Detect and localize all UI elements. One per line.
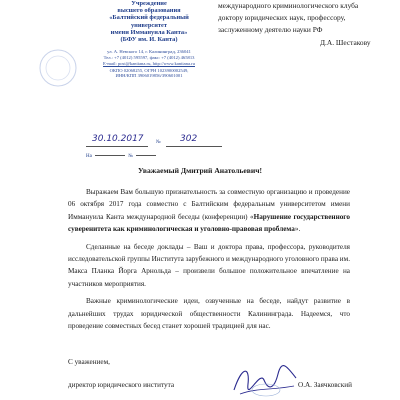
letterhead-line: университет	[130, 21, 168, 29]
letterhead-email[interactable]: E-mail: post@kantiana.ru, http://www.kantiana.ru	[103, 61, 195, 67]
salutation: Уважаемый Дмитрий Анатольевич!	[137, 166, 263, 175]
addressee-line: доктору юридических наук, профессору,	[218, 13, 346, 23]
seal-icon	[38, 48, 78, 88]
letterhead-phones: Тел.: +7 (4012) 595597, факс: +7 (4012) 465813	[103, 54, 195, 60]
outgoing-date: 30.10.2017	[92, 134, 144, 144]
signature-icon	[230, 360, 300, 400]
number-prefix: №	[156, 140, 161, 145]
letterhead-line: имени Иммануила Канта»	[110, 28, 188, 36]
signer-name: О.А. Заячковский	[298, 381, 352, 389]
letterhead-line: (БФУ им. И. Канта)	[120, 36, 178, 44]
letterhead	[74, 0, 224, 79]
addressee-line: заслуженному деятелю науки РФ	[218, 25, 323, 35]
outgoing-date-number	[86, 134, 224, 150]
reference-label: На	[86, 154, 92, 159]
letterhead-line: Учреждение	[131, 0, 167, 7]
body-paragraph-3: Важные криминологические идеи, озвученные на беседе, найдут развитие в дальнейших трудах юридической общественности Калининграда. Надеемся, что проведение совместных бесед станет хорошей традицией для нас.	[68, 297, 350, 331]
date-rule	[86, 146, 148, 147]
reference-rule	[95, 155, 125, 156]
addressee-line: международного криминологического клуба	[218, 1, 359, 10]
reference-number-rule	[136, 155, 156, 156]
addressee-name: Д.А. Шестакову	[320, 37, 371, 47]
outgoing-number: 302	[180, 134, 198, 144]
signer-title: директор юридического института	[68, 381, 175, 389]
reference-number-prefix: №	[128, 154, 134, 159]
closing: С уважением,	[68, 358, 110, 366]
letter-body	[68, 186, 350, 337]
letterhead-line: высшего образования	[117, 7, 181, 15]
reference-line	[86, 154, 158, 159]
letterhead-okpo: ОКПО 02068255, ОГРН 1023900002549,	[109, 67, 189, 73]
body-paragraph-2: Сделанные на беседе доклады – Ваш и доктора права, профессора, руководителя исследовательской группы Института зарубежного и международного уголовного права им. Макса Планка Йорга Арнольда – произвели большое положительное впечатление на участников мероприятия.	[68, 242, 351, 288]
body-paragraph-1	[68, 186, 350, 236]
letterhead-address: ул. А. Невского 14, г. Калининград, 236041	[107, 49, 191, 55]
letterhead-inn: ИНН/КПП 3906019856/390601001	[115, 73, 183, 79]
letterhead-line: «Балтийский федеральный	[109, 14, 189, 22]
body-text: ».	[294, 225, 301, 234]
event-title: Нарушение государственного суверенитета как криминологическая и уголовно-правовая проблема	[68, 212, 350, 234]
addressee-block	[218, 0, 394, 49]
number-rule	[166, 146, 222, 147]
body-text: Выражаем Вам большую признательность за совместную организацию и проведение 06 октября 2017 года совместно с Балтийским федеральным университетом имени Иммануила Канта международной беседы (конференции) «	[68, 188, 350, 221]
